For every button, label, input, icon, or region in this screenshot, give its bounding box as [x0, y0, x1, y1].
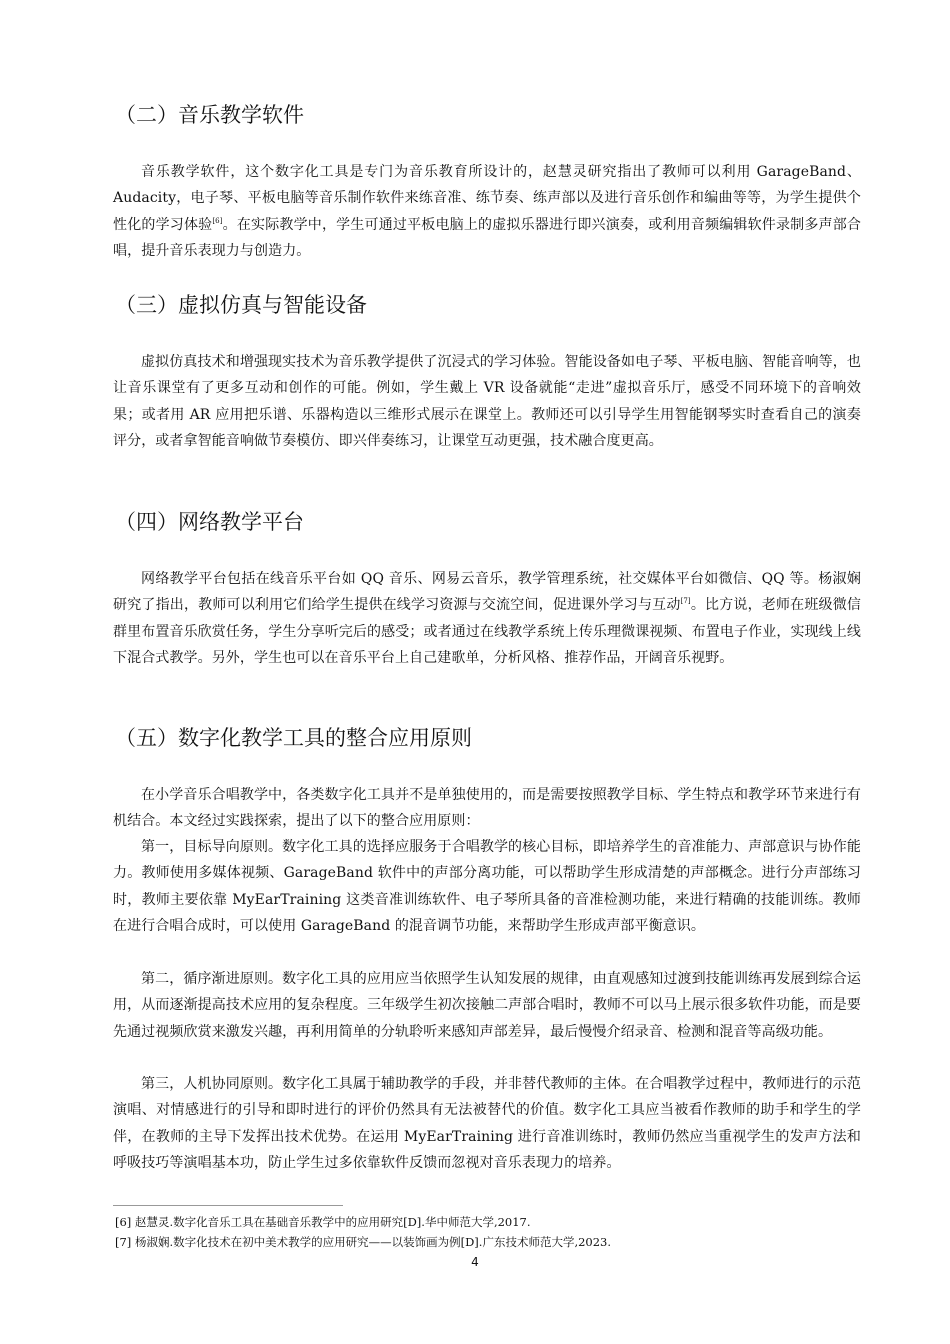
paragraph-virtual-simulation: 虚拟仿真技术和增强现实技术为音乐教学提供了沉浸式的学习体验。智能设备如电子琴、平板电脑、智能音响等，也让音乐课堂有了更多互动和创作的可能。例如，学生戴上 VR 设备就能“走进”虚拟音乐厅，感受不同环境下的音响效果；或者用 AR 应用把乐谱、乐器构造以三维形式展示在课堂上。教师还可以引导学生用智能钢琴实时查看自己的演奏评分，或者拿智能音响做节奏模仿、即兴伴奏练习，让课堂互动更强，技术融合度更高。: [113, 354, 861, 449]
paragraph-online-platform: [113, 566, 861, 671]
footnote-divider: [113, 1205, 343, 1206]
section-title-4: （四）网络教学平台: [115, 510, 304, 534]
paragraph-text: 网络教学平台包括在线音乐平台如 QQ 音乐、网易云音乐，教学管理系统，社交媒体平台如微信、QQ 等。杨淑娴研究了指出，教师可以利用它们给学生提供在线学习资源与交流空间，促进课外学习与互动: [113, 571, 861, 614]
section-title-3: （三）虚拟仿真与智能设备: [115, 293, 367, 317]
paragraph-text: 。在实际教学中，学生可通过平板电脑上的虚拟乐器进行即兴演奏，或利用音频编辑软件录制多声部合唱，提升音乐表现力与创造力。: [113, 216, 862, 259]
paragraph-text: 音乐教学软件，这个数字化工具是专门为音乐教育所设计的，赵慧灵研究指出了教师可以利用 GarageBand、Audacity，电子琴、平板电脑等音乐制作软件来练音准、练节奏、练声部以及进行音乐创作和编曲等等，为学生提供个性化的学习体验: [113, 164, 861, 233]
section-title-2: （二）音乐教学软件: [115, 103, 304, 127]
paragraph-integration-intro: 在小学音乐合唱教学中，各类数字化工具并不是单独使用的，而是需要按照教学目标、学生特点和教学环节来进行有机结合。本文经过实践探索，提出了以下的整合应用原则：: [113, 787, 861, 830]
citation-6: [6]: [212, 216, 223, 225]
citation-7: [7]: [680, 597, 691, 606]
section-title-5: （五）数字化教学工具的整合应用原则: [115, 726, 472, 750]
footnote-6: [6] 赵慧灵.数字化音乐工具在基础音乐教学中的应用研究[D].华中师范大学,2017.: [115, 1215, 531, 1229]
paragraph-principle-2: 第二，循序渐进原则。数字化工具的应用应当依照学生认知发展的规律，由直观感知过渡到技能训练再发展到综合运用，从而逐渐提高技术应用的复杂程度。三年级学生初次接触二声部合唱时，教师不可以马上展示很多软件功能，而是要先通过视频欣赏来激发兴趣，再利用简单的分轨聆听来感知声部差异，最后慢慢介绍录音、检测和混音等高级功能。: [113, 971, 861, 1040]
page-number: 4: [471, 1255, 479, 1269]
paragraph-principle-3: 第三，人机协同原则。数字化工具属于辅助教学的手段，并非替代教师的主体。在合唱教学过程中，教师进行的示范演唱、对情感进行的引导和即时进行的评价仍然具有无法被替代的价值。数字化工具应当被看作教师的助手和学生的学伴，在教师的主导下发挥出技术优势。在运用 MyEarTraining 进行音准训练时，教师仍然应当重视学生的发声方法和呼吸技巧等演唱基本功，防止学生过多依靠软件反馈而忽视对音乐表现力的培养。: [113, 1076, 861, 1171]
paragraph-music-software: [113, 159, 861, 264]
paragraph-text: 。比方说，老师在班级微信群里布置音乐欣赏任务，学生分享听完后的感受；或者通过在线教学系统上传乐理微课视频、布置电子作业，实现线上线下混合式教学。另外，学生也可以在音乐平台上自己建歌单，分析风格、推荐作品，开阔音乐视野。: [113, 597, 862, 666]
paragraph-principle-1: 第一，目标导向原则。数字化工具的选择应服务于合唱教学的核心目标，即培养学生的音准能力、声部意识与协作能力。教师使用多媒体视频、GarageBand 软件中的声部分离功能，可以帮助学生形成清楚的声部概念。进行分声部练习时，教师主要依靠 MyEarTraining 这类音准训练软件、电子琴所具备的音准检测功能，来进行精确的技能训练。教师在进行合唱合成时，可以使用 GarageBand 的混音调节功能，来帮助学生形成声部平衡意识。: [113, 839, 861, 934]
footnote-7: [7] 杨淑娴.数字化技术在初中美术教学的应用研究——以装饰画为例[D].广东技术师范大学,2023.: [115, 1235, 612, 1249]
